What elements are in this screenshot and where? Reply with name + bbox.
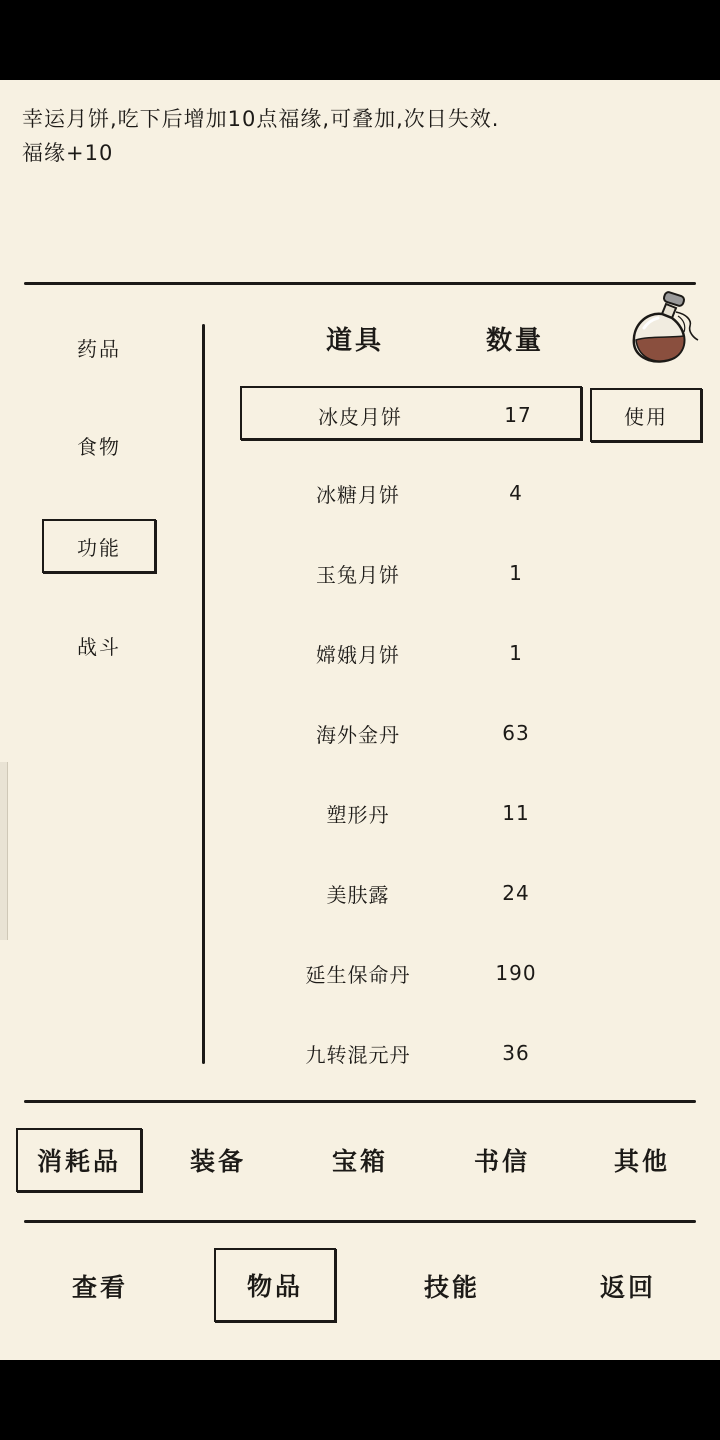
item-quantity: 36 xyxy=(502,1041,530,1065)
description-line-2: 福缘+10 xyxy=(22,141,114,165)
item-quantity: 17 xyxy=(504,403,532,427)
item-name: 冰糖月饼 xyxy=(316,482,400,507)
potion-bottle-icon xyxy=(628,292,702,368)
divider-bottom xyxy=(24,1220,696,1223)
item-list[interactable] xyxy=(240,386,582,1067)
item-name: 美肤露 xyxy=(326,882,390,907)
item-name: 冰皮月饼 xyxy=(318,404,402,429)
category-function[interactable]: 功能 xyxy=(42,519,156,573)
item-row[interactable] xyxy=(240,466,582,520)
item-row[interactable] xyxy=(240,626,582,680)
item-name: 延生保命丹 xyxy=(305,962,411,987)
item-name: 海外金丹 xyxy=(316,722,400,747)
item-quantity: 1 xyxy=(509,641,523,665)
edge-handle[interactable] xyxy=(0,762,8,940)
tab-other[interactable]: 其他 xyxy=(613,1147,670,1176)
item-quantity: 4 xyxy=(509,481,523,505)
category-battle[interactable]: 战斗 xyxy=(77,634,121,659)
sidebar-divider xyxy=(202,324,205,1064)
item-row[interactable] xyxy=(240,1026,582,1080)
item-quantity: 1 xyxy=(509,561,523,585)
use-button[interactable]: 使用 xyxy=(590,388,702,442)
nav-items[interactable]: 物品 xyxy=(214,1248,336,1322)
item-row[interactable] xyxy=(240,946,582,1000)
item-description xyxy=(22,102,499,170)
item-row[interactable] xyxy=(240,786,582,840)
item-quantity: 24 xyxy=(502,881,530,905)
tab-equipment[interactable]: 装备 xyxy=(189,1147,246,1176)
divider-middle xyxy=(24,1100,696,1103)
category-food[interactable]: 食物 xyxy=(77,434,121,459)
category-medicine[interactable]: 药品 xyxy=(77,336,121,361)
item-quantity: 190 xyxy=(495,961,537,985)
game-screen xyxy=(0,80,720,1360)
item-row[interactable] xyxy=(240,546,582,600)
item-name: 嫦娥月饼 xyxy=(316,642,400,667)
tab-treasure-chest[interactable]: 宝箱 xyxy=(331,1147,388,1176)
nav-back[interactable]: 返回 xyxy=(599,1273,656,1302)
description-line-1: 幸运月饼,吃下后增加10点福缘,可叠加,次日失效. xyxy=(22,107,500,131)
divider-top xyxy=(24,282,696,285)
tab-letters[interactable]: 书信 xyxy=(473,1147,530,1176)
nav-view[interactable]: 查看 xyxy=(71,1273,128,1302)
item-quantity: 11 xyxy=(502,801,530,825)
item-name: 玉兔月饼 xyxy=(316,562,400,587)
item-name: 九转混元丹 xyxy=(305,1042,411,1067)
column-header-quantity: 数量 xyxy=(486,326,545,356)
column-header-item: 道具 xyxy=(326,326,385,356)
item-row[interactable] xyxy=(240,866,582,920)
tab-consumables[interactable]: 消耗品 xyxy=(16,1128,142,1192)
item-row[interactable] xyxy=(240,386,582,440)
item-quantity: 63 xyxy=(502,721,530,745)
item-name: 塑形丹 xyxy=(326,802,390,827)
nav-skills[interactable]: 技能 xyxy=(423,1273,480,1302)
item-row[interactable] xyxy=(240,706,582,760)
